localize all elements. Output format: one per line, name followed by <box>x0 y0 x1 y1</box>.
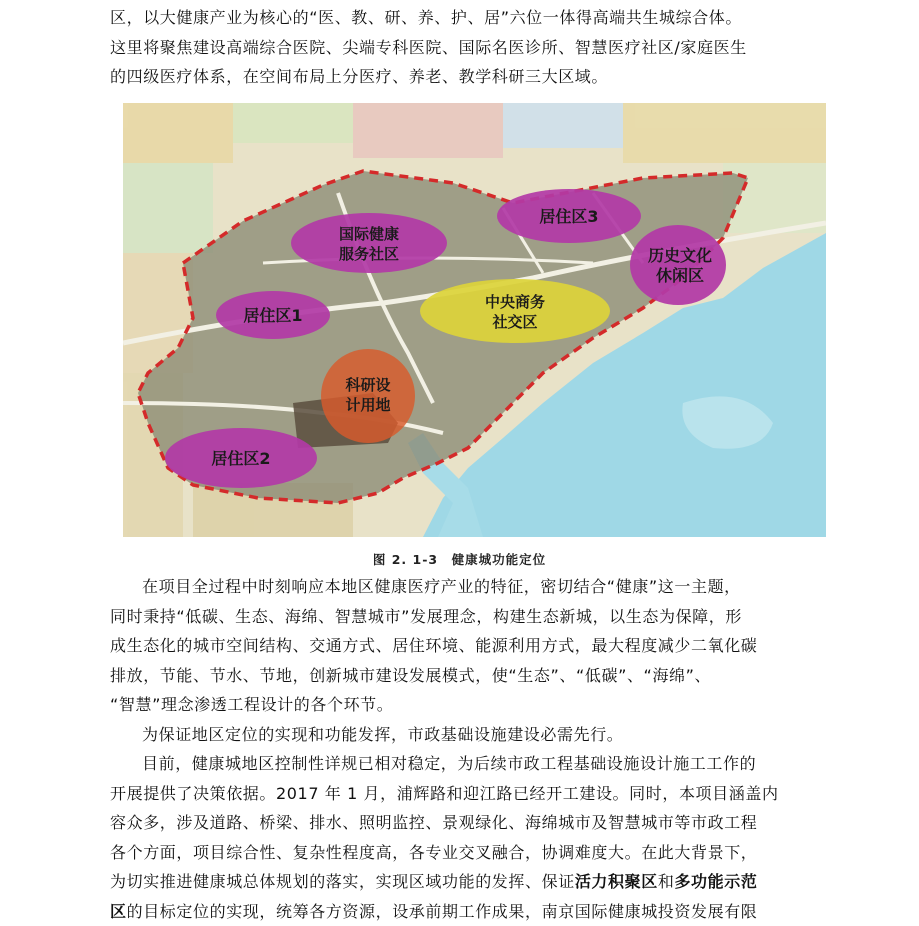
figure-caption: 图 2. 1-3 健康城功能定位 <box>0 550 919 568</box>
zone-label: 科研设 <box>344 376 390 394</box>
zone-label: 国际健康 <box>339 225 399 243</box>
body-text <box>110 572 835 926</box>
text-span: 和 <box>658 872 675 891</box>
bold-term: 多功能示范 <box>674 872 757 891</box>
zone-label: 居住区2 <box>211 449 270 468</box>
text-span: 为切实推进健康城总体规划的落实，实现区域功能的发挥、保证 <box>110 872 575 891</box>
text-line: 在项目全过程中时刻响应本地区健康医疗产业的特征，密切结合“健康”这一主题， <box>110 572 835 602</box>
zone-label: 服务社区 <box>339 245 399 263</box>
zone-label: 居住区3 <box>539 207 598 226</box>
zone-label: 计用地 <box>345 396 390 414</box>
bold-term: 区 <box>110 902 127 921</box>
zone-cbd <box>420 279 610 343</box>
text-line: 同时秉持“低碳、生态、海绵、智慧城市”发展理念，构建生态新城，以生态为保障，形 <box>110 602 835 632</box>
zone-residential-3 <box>497 189 641 243</box>
zone-history-culture <box>630 225 726 305</box>
zone-label: 中央商务 <box>485 293 545 311</box>
text-line: 区，以大健康产业为核心的“医、教、研、养、护、居”六位一体得高端共生城综合体。 <box>110 3 835 33</box>
bold-term: 活力积聚区 <box>575 872 658 891</box>
text-line <box>110 897 835 926</box>
zone-international-health <box>291 213 447 273</box>
top-paragraph <box>110 3 835 92</box>
text-line: 开展提供了决策依据。2017 年 1 月，浦辉路和迎江路已经开工建设。同时，本项目涵盖内 <box>110 779 835 809</box>
zone-residential-1 <box>216 291 330 339</box>
text-line: 容众多，涉及道路、桥梁、排水、照明监控、景观绿化、海绵城市及智慧城市等市政工程 <box>110 808 835 838</box>
text-line: 为保证地区定位的实现和功能发挥，市政基础设施建设必需先行。 <box>110 720 835 750</box>
zone-residential-2 <box>165 428 317 488</box>
text-line: 的四级医疗体系，在空间布局上分医疗、养老、教学科研三大区域。 <box>110 62 835 92</box>
health-city-function-map <box>123 103 826 537</box>
text-line <box>110 867 835 897</box>
text-line: 这里将聚焦建设高端综合医院、尖端专科医院、国际名医诊所、智慧医疗社区/家庭医生 <box>110 33 835 63</box>
zone-label: 居住区1 <box>243 306 302 325</box>
zone-label: 休闲区 <box>656 266 704 285</box>
zone-label: 社交区 <box>491 313 537 331</box>
text-line: “智慧”理念渗透工程设计的各个环节。 <box>110 690 835 720</box>
text-line: 排放，节能、节水、节地，创新城市建设发展模式，使“生态”、“低碳”、“海绵”、 <box>110 661 835 691</box>
text-line: 各个方面，项目综合性、复杂性程度高，各专业交叉融合，协调难度大。在此大背景下， <box>110 838 835 868</box>
text-span: 的目标定位的实现，统筹各方资源，设承前期工作成果，南京国际健康城投资发展有限 <box>127 902 758 921</box>
zone-label: 历史文化 <box>648 246 712 265</box>
text-line: 目前，健康城地区控制性详规已相对稳定，为后续市政工程基础设施设计施工工作的 <box>110 749 835 779</box>
text-line: 成生态化的城市空间结构、交通方式、居住环境、能源利用方式，最大程度减少二氧化碳 <box>110 631 835 661</box>
zone-research <box>321 349 415 443</box>
